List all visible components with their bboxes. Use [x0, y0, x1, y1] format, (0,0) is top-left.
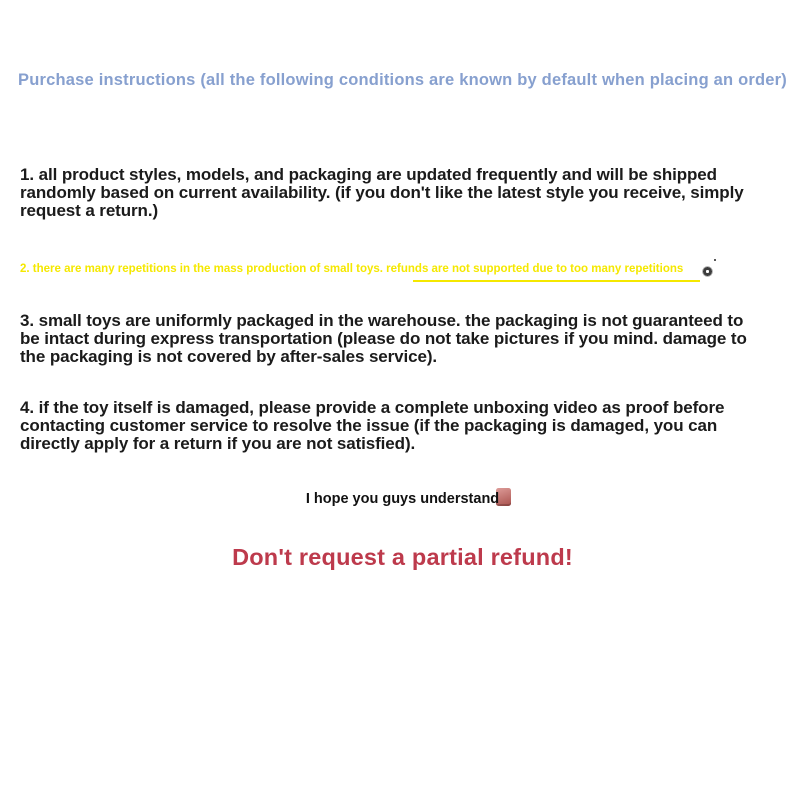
instruction-1-line-2: randomly based on current availability. (if you don't like the latest style you receive, simply [20, 183, 744, 202]
instruction-1-line-1: 1. all product styles, models, and packaging are updated frequently and will be shipped [20, 165, 717, 184]
instruction-3-line-1: 3. small toys are uniformly packaged in the warehouse. the packaging is not guaranteed to [20, 311, 744, 330]
instruction-4-line-1: 4. if the toy itself is damaged, please provide a complete unboxing video as proof before [20, 398, 725, 417]
instruction-4-line-3: directly apply for a return if you are not satisfied). [20, 434, 416, 453]
gear-icon [702, 266, 713, 277]
closing-note-wrap [306, 491, 499, 507]
closing-note [0, 491, 805, 507]
warning-title: Don't request a partial refund! [232, 544, 573, 570]
yellow-underline-decoration [413, 280, 700, 282]
instruction-3-line-3: the packaging is not covered by after-sales service). [20, 347, 438, 366]
page-title: Purchase instructions (all the following conditions are known by default when placing an order) [18, 71, 787, 89]
instruction-3-line-2: be intact during express transportation (please do not take pictures if you mind. damage to [20, 329, 747, 348]
instruction-4 [20, 399, 798, 453]
instruction-3 [20, 312, 798, 366]
instruction-1-line-3: request a return.) [20, 201, 159, 220]
closing-note-text: I hope you guys understand [305, 491, 500, 507]
instruction-2-text: 2. there are many repetitions in the mass production of small toys. refunds are not supported due to too many repetitions [20, 263, 684, 275]
instruction-2 [20, 263, 683, 275]
instruction-4-line-2: contacting customer service to resolve the issue (if the packaging is damaged, you can [20, 416, 718, 435]
instruction-1 [20, 166, 798, 220]
